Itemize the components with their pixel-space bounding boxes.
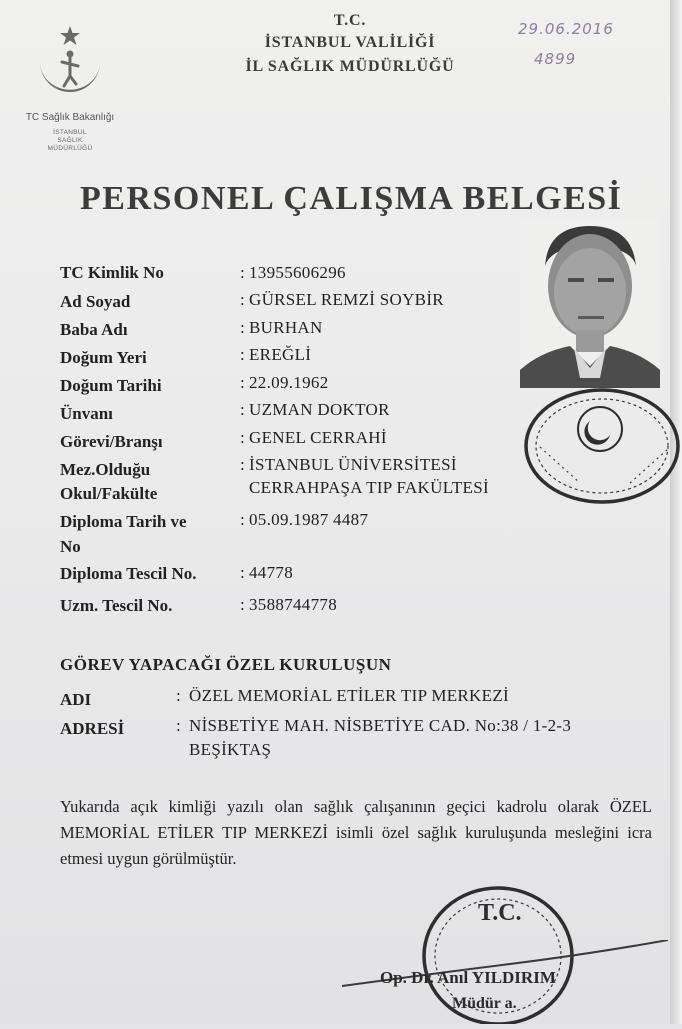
field-label-continued: Okul/Fakülte xyxy=(60,484,158,503)
field-value-continued: CERRAHPAŞA TIP FAKÜLTESİ xyxy=(249,478,489,497)
field-label: Uzm. Tescil No. xyxy=(60,596,173,615)
field-colon: : xyxy=(240,263,245,282)
institution-address-label: ADRESİ xyxy=(60,719,125,738)
field-value: 05.09.1987 4487 xyxy=(249,510,369,529)
field-label: Mez.Olduğu xyxy=(60,460,151,479)
field-value: 13955606296 xyxy=(249,263,346,282)
field-label: Baba Adı xyxy=(60,320,128,339)
field-value: UZMAN DOKTOR xyxy=(249,400,390,419)
field-colon: : xyxy=(240,595,245,614)
field-colon: : xyxy=(240,373,245,392)
institution-name: ÖZEL MEMORİAL ETİLER TIP MERKEZİ xyxy=(189,686,509,705)
field-colon: : xyxy=(240,345,245,364)
approval-paragraph: Yukarıda açık kimliği yazılı olan sağlık çalışanının geçici kadrolu olarak ÖZEL MEMORİAL ETİLER TIP MERKEZİ isimli özel sağlık kuruluşunda mesleğini icra etmesi uygun görülmüştür. xyxy=(60,797,652,868)
field-colon: : xyxy=(176,686,181,705)
ministry-sub-label: İSTANBUL SAĞLIK MÜDÜRLÜĞÜ xyxy=(47,129,93,152)
field-colon: : xyxy=(240,428,245,447)
field-value: 3588744778 xyxy=(249,595,337,614)
field-label: Diploma Tarih ve xyxy=(60,512,187,531)
id-photo xyxy=(520,218,660,388)
institution-address-continued: BEŞİKTAŞ xyxy=(189,740,272,759)
field-colon: : xyxy=(240,510,245,529)
handwritten-number: 4899 xyxy=(534,50,577,68)
institution-address: NİSBETİYE MAH. NİSBETİYE CAD. No:38 / 1-2-3 xyxy=(189,716,572,735)
field-colon: : xyxy=(240,400,245,419)
field-value: 22.09.1962 xyxy=(249,373,329,392)
paper-edge xyxy=(670,0,682,1024)
field-label-continued: No xyxy=(60,537,81,556)
institution-heading: GÖREV YAPACAĞI ÖZEL KURULUŞUN xyxy=(60,655,392,674)
header-line-3: İL SAĞLIK MÜDÜRLÜĞÜ xyxy=(245,58,455,75)
field-colon: : xyxy=(240,290,245,309)
field-value: 44778 xyxy=(249,563,293,582)
field-label: Görevi/Branşı xyxy=(60,432,163,451)
header-line-1: T.C. xyxy=(333,12,367,29)
field-value: BURHAN xyxy=(249,318,323,337)
field-label: Ünvanı xyxy=(60,404,113,423)
field-label: TC Kimlik No xyxy=(60,263,164,282)
field-colon: : xyxy=(176,716,181,735)
crescent-star-icon xyxy=(30,22,110,108)
field-value: GÜRSEL REMZİ SOYBİR xyxy=(249,290,444,309)
signer-name: Op. Dr. Anıl YILDIRIM xyxy=(380,968,556,987)
field-colon: : xyxy=(240,455,245,474)
field-label: Doğum Tarihi xyxy=(60,376,162,395)
handwritten-date: 29.06.2016 xyxy=(518,20,614,38)
ministry-name: TC Sağlık Bakanlığı xyxy=(25,112,115,123)
field-value: EREĞLİ xyxy=(249,345,312,364)
field-value: İSTANBUL ÜNİVERSİTESİ xyxy=(249,455,457,474)
signer-role: Müdür a. xyxy=(452,995,517,1012)
field-label: Ad Soyad xyxy=(60,292,131,311)
institution-name-label: ADI xyxy=(60,690,92,709)
header-line-2: İSTANBUL VALİLİĞİ xyxy=(264,34,436,51)
official-seal-icon xyxy=(520,385,680,507)
document-title: PERSONEL ÇALIŞMA BELGESİ xyxy=(80,180,623,217)
field-label: Diploma Tescil No. xyxy=(60,564,197,583)
ministry-logo xyxy=(14,22,126,153)
stamp-text: T.C. xyxy=(478,900,522,926)
field-label: Doğum Yeri xyxy=(60,348,147,367)
field-colon: : xyxy=(240,318,245,337)
field-value: GENEL CERRAHİ xyxy=(249,428,387,447)
field-colon: : xyxy=(240,563,245,582)
